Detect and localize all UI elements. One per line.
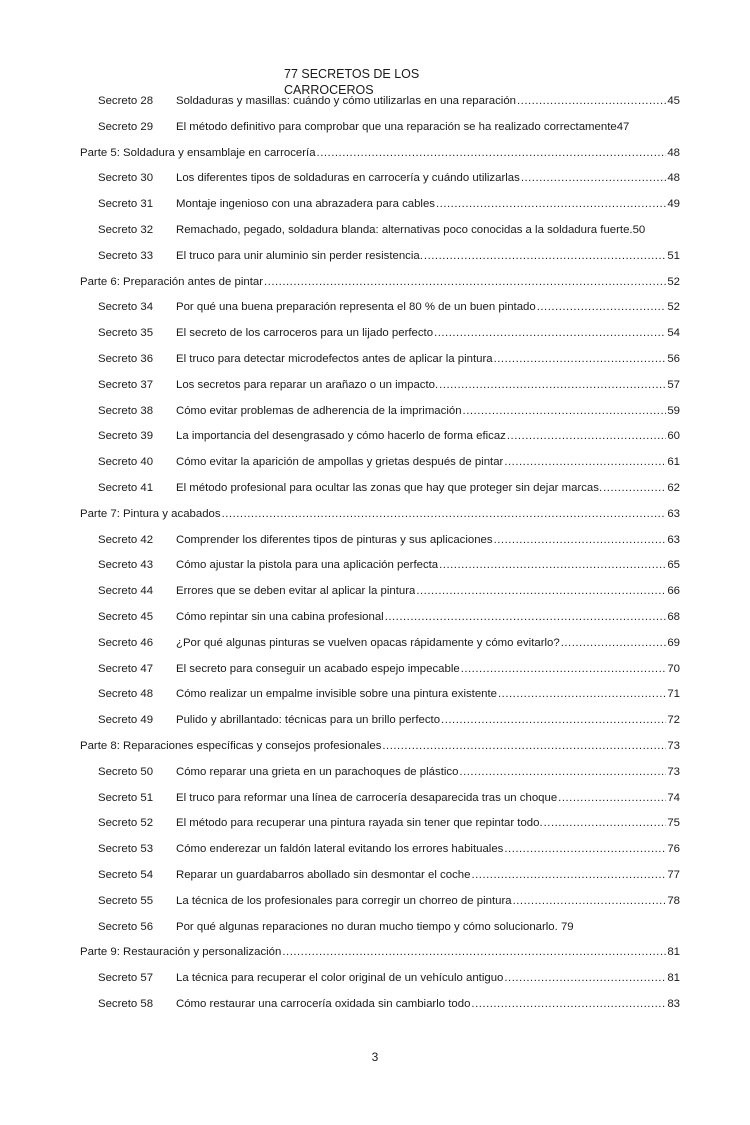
toc-entry-title: El secreto de los carroceros para un lijado perfecto [176, 327, 434, 340]
toc-entry-number: Secreto 43 [98, 559, 154, 572]
toc-entry-number: Secreto 33 [98, 249, 154, 262]
toc-entry-number: Secreto 31 [98, 198, 154, 211]
dot-leader [222, 507, 667, 521]
toc-page-number: 74 [667, 791, 680, 804]
toc-entry-title: El secreto para conseguir un acabado espejo impecable [176, 662, 460, 675]
toc-entry-title: Los diferentes tipos de soldaduras en carrocería y cuándo utilizarlas [176, 172, 520, 185]
dot-leader [498, 687, 666, 701]
toc-page-number: 54 [667, 327, 680, 340]
dot-leader [264, 275, 666, 289]
toc-entry [80, 681, 680, 701]
toc-entry-title: Cómo restaurar una carrocería oxidada sin cambiarlo todo [176, 998, 471, 1010]
toc-entry-title: Parte 9: Restauración y personalización [80, 946, 282, 959]
toc-entry-number: Secreto 28 [98, 95, 154, 107]
toc-part-heading [80, 140, 680, 160]
toc-entry [80, 372, 680, 392]
toc-entry [80, 656, 680, 676]
toc-entry-title: Por qué algunas reparaciones no duran mucho tiempo y cómo solucionarlo. 79 [176, 920, 574, 933]
toc-page-number: 52 [667, 301, 680, 314]
toc-entry [80, 759, 680, 779]
toc-entry-title: Montaje ingenioso con una abrazadera para cables [176, 198, 435, 211]
toc-entry-title: Cómo enderezar un faldón lateral evitando los errores habituales [176, 843, 504, 856]
toc-entry-title: ¿Por qué algunas pinturas se vuelven opacas rápidamente y cómo evitarlo? [176, 636, 560, 649]
toc-entry-number: Secreto 48 [98, 688, 154, 701]
dot-leader [382, 739, 666, 753]
dot-leader [513, 894, 667, 908]
dot-leader [561, 636, 667, 650]
dot-leader [463, 404, 667, 418]
toc-entry [80, 191, 680, 211]
dot-leader [504, 971, 666, 985]
toc-entry-number: Secreto 29 [98, 120, 154, 133]
toc-entry-title: El método profesional para ocultar las zonas que hay que proteger sin dejar marcas. [176, 482, 603, 494]
dot-leader [544, 816, 667, 830]
dot-leader [439, 558, 666, 572]
toc-entry-number: Secreto 40 [98, 456, 154, 469]
toc-page-number: 63 [667, 533, 680, 546]
toc-entry [80, 320, 680, 340]
dot-leader [436, 197, 666, 211]
toc-entry-title: El método definitivo para comprobar que una reparación se ha realizado correctamente [176, 120, 617, 133]
toc-entry-title: Los secretos para reparar un arañazo o un impacto. [176, 378, 439, 391]
toc-entry-title: Soldaduras y masillas: cuándo y cómo utilizarlas en una reparación [176, 95, 517, 107]
toc-entry-title: El truco para unir aluminio sin perder resistencia. [176, 249, 423, 262]
toc-entry [80, 991, 680, 1011]
toc-entry-title: Cómo evitar la aparición de ampollas y grietas después de pintar [176, 456, 504, 469]
toc-entry-number: Secreto 45 [98, 611, 154, 623]
running-header [284, 66, 484, 98]
toc-page-number: 71 [667, 688, 680, 701]
dot-leader [507, 429, 666, 443]
dot-leader [603, 481, 666, 495]
toc-entry-title: La técnica para recuperar el color original de un vehículo antiguo [176, 972, 504, 985]
toc-page-number: 51 [667, 249, 680, 262]
toc-entry-number: Secreto 51 [98, 791, 154, 804]
toc-page-number: 48 [667, 146, 680, 159]
toc-entry-title: Comprender los diferentes tipos de pinturas y sus aplicaciones [176, 533, 493, 546]
toc-entry-title: Cómo evitar problemas de adherencia de la imprimación [176, 404, 462, 417]
dot-leader [385, 610, 667, 624]
toc-entry-number: Secreto 41 [98, 482, 154, 494]
toc-page-number: 77 [667, 869, 680, 881]
toc-part-heading [80, 733, 680, 753]
toc-entry-title: El truco para detectar microdefectos antes de aplicar la pintura [176, 353, 493, 365]
toc-entry [80, 114, 680, 134]
dot-leader [317, 146, 667, 160]
dot-leader [416, 584, 666, 598]
toc-page-number: 65 [667, 559, 680, 572]
dot-leader [424, 249, 666, 263]
toc-entry-number: Secreto 30 [98, 172, 154, 185]
toc-entry [80, 604, 680, 624]
toc-page-number: 73 [667, 740, 680, 752]
dot-leader [439, 378, 666, 392]
toc-entry [80, 810, 680, 830]
toc-page-number: 72 [667, 714, 680, 727]
toc-entry-title: Cómo reparar una grieta en un parachoques de plástico [176, 765, 459, 778]
dot-leader [537, 300, 667, 314]
toc-page-number: 45 [667, 95, 680, 107]
toc-entry-number: Secreto 37 [98, 378, 154, 391]
header-line-2: CARROCEROS [284, 83, 374, 97]
toc-entry [80, 707, 680, 727]
toc-entry-number: Secreto 35 [98, 327, 154, 340]
toc-entry [80, 552, 680, 572]
toc-entry [80, 475, 680, 495]
dot-leader [494, 352, 667, 366]
toc-entry-number: Secreto 57 [98, 972, 154, 985]
toc-page-number: 62 [667, 482, 680, 494]
toc-entry-title: Reparar un guardabarros abollado sin desmontar el coche [176, 869, 471, 881]
toc-page-number: 75 [667, 817, 680, 830]
toc-entry-number: Secreto 55 [98, 894, 154, 907]
toc-entry-number: Secreto 49 [98, 714, 154, 727]
toc-page-number: 81 [667, 946, 680, 959]
toc-entry-number: Secreto 36 [98, 353, 154, 365]
toc-entry-title: Remachado, pegado, soldadura blanda: alternativas poco conocidas a la soldadura fuerte. [176, 224, 633, 236]
toc-entry-title: Cómo repintar sin una cabina profesional [176, 611, 384, 623]
dot-leader [282, 945, 666, 959]
toc-entry-title: Parte 5: Soldadura y ensamblaje en carrocería [80, 146, 316, 159]
toc-entry-number: Secreto 34 [98, 301, 154, 314]
toc-entry-number: Secreto 42 [98, 533, 154, 546]
toc-entry [80, 217, 680, 237]
toc-entry [80, 449, 680, 469]
toc-page-number: 78 [667, 894, 680, 907]
toc-entry-number: Secreto 47 [98, 662, 154, 675]
toc-entry [80, 630, 680, 650]
toc-entry [80, 965, 680, 985]
toc-entry [80, 888, 680, 908]
toc-page-number: 52 [667, 275, 680, 288]
toc-page-number: 83 [667, 998, 680, 1010]
toc-entry-number: Secreto 50 [98, 765, 154, 778]
dot-leader [461, 662, 667, 676]
dot-leader [471, 868, 666, 882]
toc-entry [80, 398, 680, 418]
toc-page-number: 81 [667, 972, 680, 985]
toc-entry [80, 527, 680, 547]
toc-entry-title: Cómo ajustar la pistola para una aplicación perfecta [176, 559, 439, 572]
toc-entry-number: Secreto 52 [98, 817, 154, 830]
page-number: 3 [371, 1050, 379, 1064]
toc-page-number: 48 [667, 172, 680, 185]
toc-page-number: 63 [667, 507, 680, 520]
header-line-1: 77 SECRETOS DE LOS [284, 67, 420, 81]
toc-page-number: 47 [616, 120, 630, 133]
dot-leader [558, 791, 666, 805]
dot-leader [434, 326, 666, 340]
dot-leader [517, 94, 666, 108]
toc-entry-title: Por qué una buena preparación representa el 80 % de un buen pintado [176, 301, 536, 314]
toc-page-number: 50 [632, 224, 646, 236]
toc-part-heading [80, 501, 680, 521]
toc-entry [80, 346, 680, 366]
toc-part-heading [80, 269, 680, 289]
toc-entry-number: Secreto 46 [98, 636, 154, 649]
toc-page-number: 59 [667, 404, 680, 417]
toc-part-heading [80, 939, 680, 959]
toc-page-number: 57 [667, 378, 680, 391]
toc-page-number: 61 [667, 456, 680, 469]
toc-page-number: 76 [667, 843, 680, 856]
toc-entry-title: Parte 6: Preparación antes de pintar [80, 275, 263, 288]
toc-page-number: 73 [667, 765, 680, 778]
toc-page-number: 70 [667, 662, 680, 675]
toc-page-number: 49 [667, 198, 680, 211]
toc-page-number: 68 [667, 611, 680, 623]
toc-entry [80, 165, 680, 185]
toc-entry [80, 914, 680, 934]
toc-entry-number: Secreto 54 [98, 869, 154, 881]
toc-entry-number: Secreto 39 [98, 430, 154, 443]
toc-entry [80, 243, 680, 263]
toc-entry-number: Secreto 32 [98, 224, 154, 236]
toc-entry-title: La técnica de los profesionales para corregir un chorreo de pintura [176, 894, 512, 907]
toc-entry-title: El método para recuperar una pintura rayada sin tener que repintar todo. [176, 817, 543, 830]
toc-entry-number: Secreto 38 [98, 404, 154, 417]
toc-entry [80, 836, 680, 856]
toc-entry-title: El truco para reformar una línea de carrocería desaparecida tras un choque [176, 791, 558, 804]
toc-entry-title: Pulido y abrillantado: técnicas para un brillo perfecto [176, 714, 441, 727]
toc-entry [80, 423, 680, 443]
toc-entry-number: Secreto 44 [98, 585, 154, 598]
toc-page-number: 56 [667, 353, 680, 365]
dot-leader [494, 533, 667, 547]
dot-leader [504, 455, 666, 469]
dot-leader [521, 171, 667, 185]
toc-entry [80, 785, 680, 805]
dot-leader [471, 997, 666, 1011]
dot-leader [459, 765, 666, 779]
toc-entry-title: La importancia del desengrasado y cómo hacerlo de forma eficaz [176, 430, 506, 443]
toc-entry-number: Secreto 53 [98, 843, 154, 856]
toc-entry-title: Parte 8: Reparaciones específicas y consejos profesionales [80, 740, 382, 752]
toc-entry-number: Secreto 56 [98, 920, 154, 933]
dot-leader [441, 713, 666, 727]
toc-page-number: 66 [667, 585, 680, 598]
toc-entry-number: Secreto 58 [98, 998, 154, 1010]
toc-entry [80, 294, 680, 314]
toc-entry [80, 862, 680, 882]
toc-page-number: 60 [667, 430, 680, 443]
toc-entry [80, 578, 680, 598]
toc-entry-title: Parte 7: Pintura y acabados [80, 507, 221, 520]
dot-leader [504, 842, 666, 856]
toc-page-number: 69 [667, 636, 680, 649]
toc-entry-title: Cómo realizar un empalme invisible sobre una pintura existente [176, 688, 498, 701]
toc-entry-title: Errores que se deben evitar al aplicar la pintura [176, 585, 416, 598]
